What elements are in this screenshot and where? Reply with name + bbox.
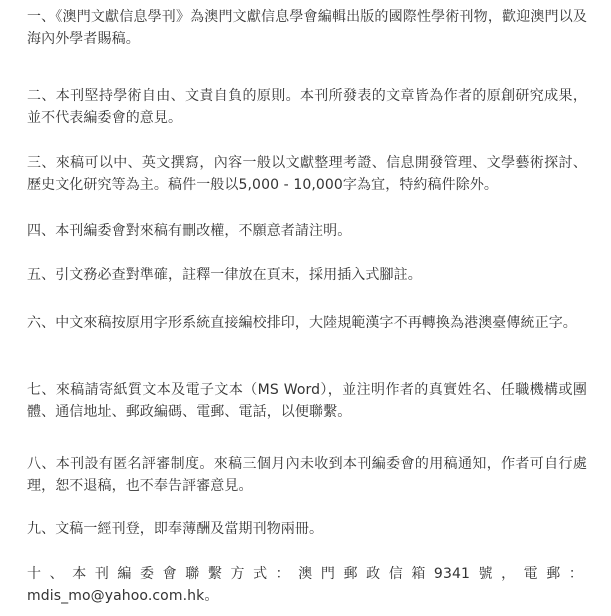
notice-item-2: 二、本刊堅持學術自由、文責自負的原則。本刊所發表的文章皆為作者的原創研究成果，並不代表編委會的意見。 xyxy=(27,88,587,126)
notice-item-1: 一、《澳門文獻信息學刊》為澳門文獻信息學會編輯出版的國際性學術刊物，歡迎澳門以及海內外學者賜稿。 xyxy=(27,9,587,47)
notice-item-3: 三、來稿可以中、英文撰寫，內容一般以文獻整理考證、信息開發管理、文學藝術探討、歷史文化研究等為主。稿件一般以5,000 - 10,000字為宜，特約稿件除外。 xyxy=(27,155,587,193)
notice-item-7: 七、來稿請寄紙質文本及電子文本（MS Word），並注明作者的真實姓名、任職機構或團體、通信地址、郵政編碼、電郵、電話，以便聯繫。 xyxy=(27,382,587,420)
notice-item-9: 九、文稿一經刊登，即奉薄酬及當期刊物兩冊。 xyxy=(27,521,324,537)
contact-email: mdis_mo@yahoo.com.hk。 xyxy=(27,588,219,604)
notice-item-6: 六、中文來稿按原用字形系統直接編校排印，大陸規範漢字不再轉換為港澳臺傳統正字。 xyxy=(27,315,577,331)
contact-info-line: 十、本刊編委會聯繫方式：澳門郵政信箱9341號，電郵： xyxy=(27,566,583,582)
notice-item-5: 五、引文務必查對準確，註釋一律放在頁末，採用插入式腳註。 xyxy=(27,267,422,283)
notice-item-8: 八、本刊設有匿名評審制度。來稿三個月內未收到本刊編委會的用稿通知，作者可自行處理，恕不退稿，也不奉告評審意見。 xyxy=(27,456,587,494)
notice-item-10 xyxy=(27,563,583,607)
notice-item-4: 四、本刊編委會對來稿有刪改權，不願意者請注明。 xyxy=(27,223,352,239)
